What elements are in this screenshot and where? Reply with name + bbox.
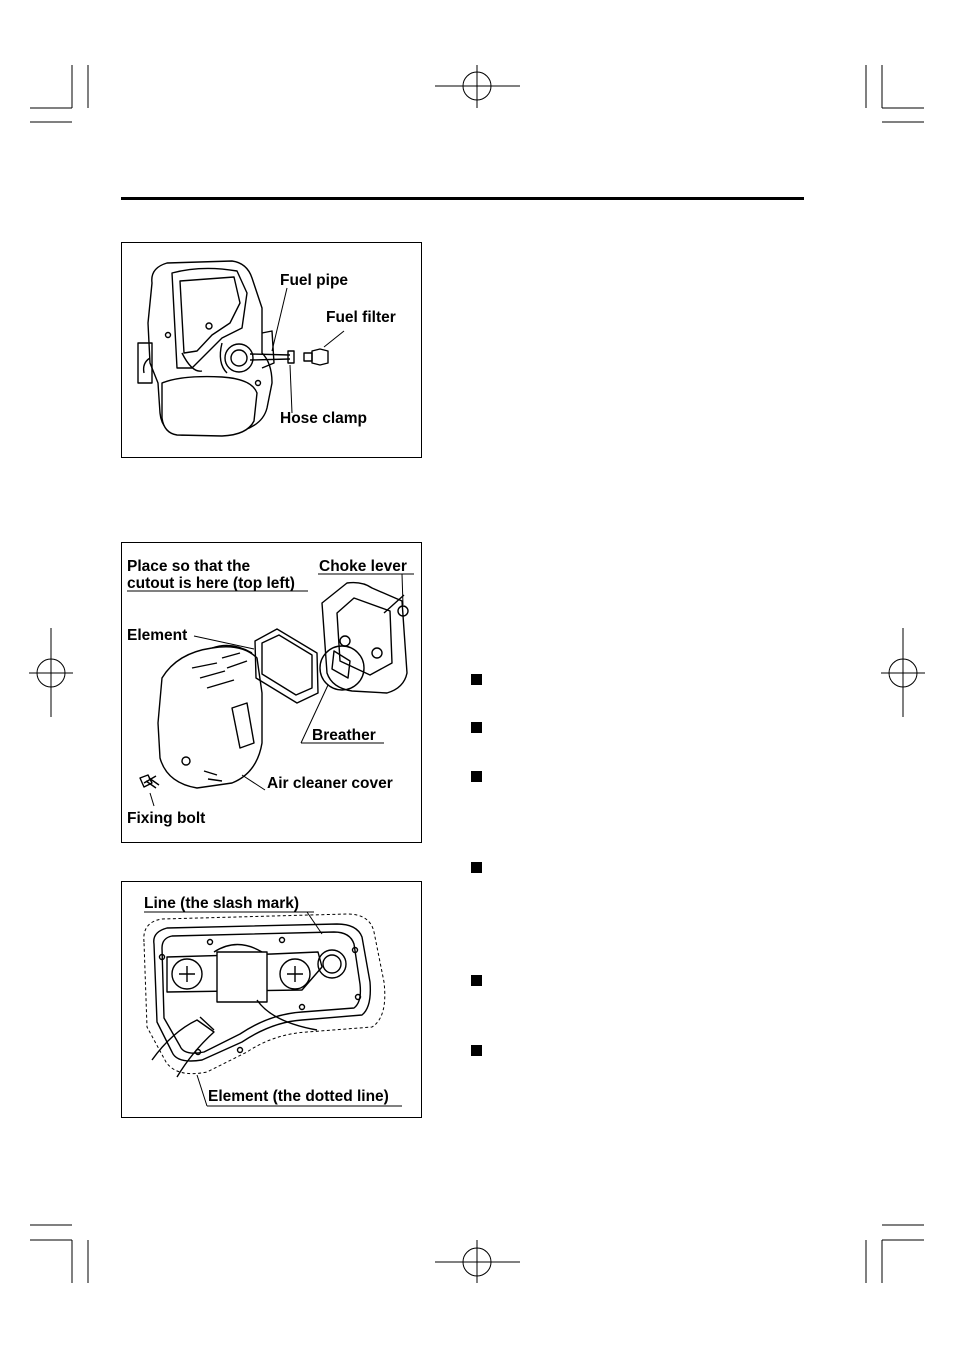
label-air-cleaner-cover: Air cleaner cover [267, 775, 393, 792]
label-breather: Breather [312, 727, 376, 744]
header-rule [121, 197, 804, 200]
label-fuel-pipe: Fuel pipe [280, 272, 349, 289]
figure-element-placement [121, 881, 422, 1118]
bullet-3 [471, 771, 482, 782]
figure-air-cleaner [121, 542, 422, 843]
label-place-cutout-line2: cutout is here (top left) [127, 575, 295, 592]
label-choke-lever: Choke lever [319, 558, 407, 575]
bullet-4 [471, 862, 482, 873]
bullet-2 [471, 722, 482, 733]
label-place-cutout-line1: Place so that the [127, 558, 251, 575]
bullet-5 [471, 975, 482, 986]
label-fixing-bolt: Fixing bolt [127, 810, 206, 827]
label-line-slash-mark: Line (the slash mark) [144, 895, 300, 912]
bullet-1 [471, 674, 482, 685]
label-fuel-filter: Fuel filter [326, 309, 396, 326]
engine-drawing [122, 243, 420, 456]
label-hose-clamp: Hose clamp [280, 410, 368, 427]
case-drawing [122, 882, 420, 1116]
figure-fuel-filter [121, 242, 422, 458]
label-element: Element [127, 627, 188, 644]
label-element-dotted-line: Element (the dotted line) [208, 1088, 389, 1105]
bullet-6 [471, 1045, 482, 1056]
